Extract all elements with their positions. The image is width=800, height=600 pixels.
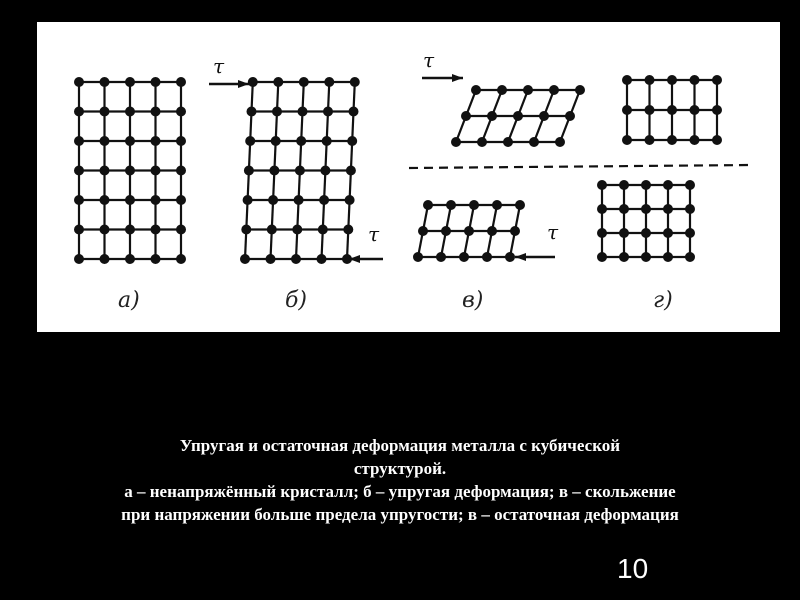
atom xyxy=(176,77,186,87)
atom xyxy=(347,136,357,146)
atom xyxy=(641,180,651,190)
atom xyxy=(176,107,186,117)
atom xyxy=(100,107,110,117)
atom xyxy=(346,166,356,176)
atom xyxy=(151,166,161,176)
atom xyxy=(477,137,487,147)
atom xyxy=(622,75,632,85)
caption xyxy=(20,434,780,526)
atom xyxy=(319,195,329,205)
atom xyxy=(663,252,673,262)
atom xyxy=(125,225,135,235)
atom xyxy=(273,77,283,87)
atom xyxy=(100,77,110,87)
atom xyxy=(294,195,304,205)
atom xyxy=(74,166,84,176)
atom xyxy=(471,85,481,95)
atom xyxy=(487,226,497,236)
atom xyxy=(685,204,695,214)
atom xyxy=(151,225,161,235)
atom xyxy=(712,105,722,115)
atom xyxy=(320,166,330,176)
atom xyxy=(523,85,533,95)
caption-title-line2: структурой. xyxy=(353,459,447,478)
atom xyxy=(74,136,84,146)
atom xyxy=(176,195,186,205)
atom xyxy=(622,105,632,115)
atom xyxy=(436,252,446,262)
atom xyxy=(565,111,575,121)
atom xyxy=(446,200,456,210)
atom xyxy=(125,136,135,146)
atom xyxy=(492,200,502,210)
atom xyxy=(176,136,186,146)
atom xyxy=(350,77,360,87)
atom xyxy=(469,200,479,210)
tau-bottom-v: τ xyxy=(547,220,559,244)
atom xyxy=(529,137,539,147)
atom xyxy=(690,135,700,145)
atom xyxy=(482,252,492,262)
panel-label-v: в) xyxy=(462,288,484,313)
atom xyxy=(317,254,327,264)
atom xyxy=(645,105,655,115)
atom xyxy=(295,166,305,176)
atom xyxy=(685,228,695,238)
lattice-elastic xyxy=(240,77,360,264)
atom xyxy=(298,107,308,117)
atom xyxy=(459,252,469,262)
atom xyxy=(248,77,258,87)
atom xyxy=(622,135,632,145)
atom xyxy=(505,252,515,262)
atom xyxy=(74,195,84,205)
lattice-slip-upper xyxy=(451,85,585,147)
atom xyxy=(513,111,523,121)
atom xyxy=(641,204,651,214)
atom xyxy=(151,254,161,264)
shear-arrow-bottom-v-head xyxy=(515,253,526,261)
caption-body-line1: а – ненапряжённый кристалл; б – упругая деформация; в – скольжение xyxy=(124,482,676,501)
atom xyxy=(667,105,677,115)
atom xyxy=(151,195,161,205)
atom xyxy=(667,75,677,85)
atom xyxy=(74,254,84,264)
atom xyxy=(176,166,186,176)
atom xyxy=(597,228,607,238)
atom xyxy=(597,180,607,190)
atom xyxy=(510,226,520,236)
atom xyxy=(247,107,257,117)
shear-arrow-top-b-head xyxy=(238,80,249,88)
atom xyxy=(296,136,306,146)
atom xyxy=(176,225,186,235)
atom xyxy=(712,135,722,145)
atom xyxy=(292,225,302,235)
lattice-unstressed xyxy=(74,77,186,264)
atom xyxy=(324,77,334,87)
atom xyxy=(461,111,471,121)
atom xyxy=(549,85,559,95)
atom xyxy=(663,228,673,238)
atom xyxy=(451,137,461,147)
atom xyxy=(345,195,355,205)
deformation-diagram xyxy=(37,22,780,332)
atom xyxy=(243,195,253,205)
atom xyxy=(539,111,549,121)
atom xyxy=(125,166,135,176)
atom xyxy=(266,254,276,264)
atom xyxy=(244,166,254,176)
atom xyxy=(690,105,700,115)
atom xyxy=(100,225,110,235)
atom xyxy=(597,204,607,214)
atom xyxy=(151,107,161,117)
atom xyxy=(125,254,135,264)
atom xyxy=(268,195,278,205)
atom xyxy=(619,180,629,190)
atom xyxy=(645,135,655,145)
atom xyxy=(125,195,135,205)
atom xyxy=(575,85,585,95)
atom xyxy=(663,180,673,190)
atom xyxy=(619,228,629,238)
atom xyxy=(267,225,277,235)
atom xyxy=(619,204,629,214)
atom xyxy=(641,252,651,262)
atom xyxy=(418,226,428,236)
atom xyxy=(100,136,110,146)
atom xyxy=(641,228,651,238)
panel-label-b: б) xyxy=(285,288,308,313)
atom xyxy=(690,75,700,85)
slip-plane-line xyxy=(409,165,752,168)
lattice-residual-lower xyxy=(597,180,695,262)
panel-label-g: г) xyxy=(653,288,673,313)
atom xyxy=(271,136,281,146)
atom xyxy=(176,254,186,264)
atom xyxy=(464,226,474,236)
atom xyxy=(74,225,84,235)
atom xyxy=(685,180,695,190)
atom xyxy=(685,252,695,262)
atom xyxy=(125,107,135,117)
panel-label-a: а) xyxy=(118,288,140,313)
lattice-slip-lower xyxy=(413,200,525,262)
atom xyxy=(645,75,655,85)
atom xyxy=(323,107,333,117)
figure-panel xyxy=(37,22,780,332)
atom xyxy=(487,111,497,121)
shear-arrow-top-v-head xyxy=(452,74,463,82)
atom xyxy=(245,136,255,146)
tau-top-v: τ xyxy=(423,48,435,72)
atom xyxy=(241,225,251,235)
atom xyxy=(712,75,722,85)
atom xyxy=(299,77,309,87)
atom xyxy=(272,107,282,117)
atom xyxy=(74,107,84,117)
slide-number: 10 xyxy=(617,553,649,584)
atom xyxy=(151,136,161,146)
atom xyxy=(597,252,607,262)
atom xyxy=(343,225,353,235)
atom xyxy=(667,135,677,145)
atom xyxy=(619,252,629,262)
tau-top-b: τ xyxy=(213,54,225,78)
atom xyxy=(74,77,84,87)
atom xyxy=(100,254,110,264)
atom xyxy=(125,77,135,87)
atom xyxy=(240,254,250,264)
atom xyxy=(503,137,513,147)
atom xyxy=(269,166,279,176)
caption-title-line1: Упругая и остаточная деформация металла с кубической xyxy=(179,436,621,455)
atom xyxy=(100,166,110,176)
atom xyxy=(413,252,423,262)
atom xyxy=(497,85,507,95)
tau-bottom-b: τ xyxy=(368,222,380,246)
atom xyxy=(555,137,565,147)
atom xyxy=(349,107,359,117)
atom xyxy=(423,200,433,210)
atom xyxy=(318,225,328,235)
atom xyxy=(515,200,525,210)
atom xyxy=(100,195,110,205)
atom xyxy=(151,77,161,87)
atom xyxy=(441,226,451,236)
atom xyxy=(663,204,673,214)
atom xyxy=(322,136,332,146)
lattice-residual-upper xyxy=(622,75,722,145)
caption-body-line2: при напряжении больше предела упругости; в – остаточная деформация xyxy=(121,505,679,524)
atom xyxy=(291,254,301,264)
